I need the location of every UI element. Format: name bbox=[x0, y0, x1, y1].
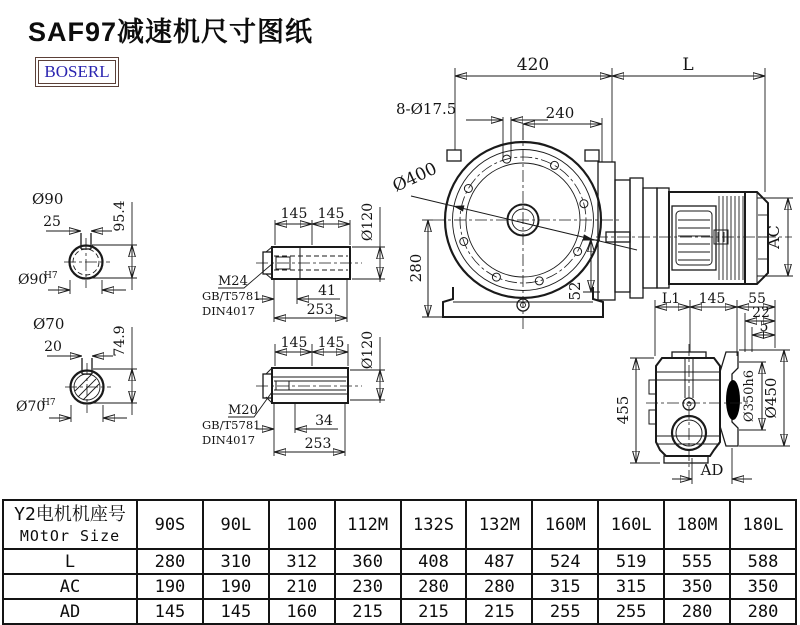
table-row-L bbox=[3, 549, 796, 574]
table-cell: 350 bbox=[730, 574, 796, 599]
std-gbt5781-upper: GB/T5781 bbox=[202, 289, 261, 303]
table-cell: 160 bbox=[269, 599, 335, 624]
table-cell: 280 bbox=[401, 574, 467, 599]
col-160M: 160M bbox=[532, 500, 598, 549]
dim-253-lower: 253 bbox=[304, 436, 332, 452]
table-cell: 588 bbox=[730, 549, 796, 574]
table-header-motor-size bbox=[3, 500, 137, 549]
dim-bore70-fit: H7 bbox=[42, 398, 56, 408]
dim-d120-lower: Ø120 bbox=[360, 330, 376, 370]
row-label-AD: AD bbox=[3, 599, 137, 624]
dim-145-side-label: 145 bbox=[698, 291, 726, 307]
table-cell: 280 bbox=[664, 599, 730, 624]
std-din4017-upper: DIN4017 bbox=[202, 304, 256, 318]
table-row-AD bbox=[3, 599, 796, 624]
dim-240-label: 240 bbox=[545, 104, 575, 122]
table-cell: 555 bbox=[664, 549, 730, 574]
col-90S: 90S bbox=[137, 500, 203, 549]
side-view bbox=[614, 291, 790, 484]
table-cell: 312 bbox=[269, 549, 335, 574]
col-180L: 180L bbox=[730, 500, 796, 549]
dim-boltholes-label: 8-Ø17.5 bbox=[396, 100, 457, 118]
table-cell: 145 bbox=[203, 599, 269, 624]
dim-L1-label: L1 bbox=[661, 291, 681, 307]
hollow-shaft-view-upper bbox=[202, 203, 385, 322]
row-label-AC: AC bbox=[3, 574, 137, 599]
dim-d120-upper: Ø120 bbox=[360, 202, 376, 242]
table-cell: 210 bbox=[269, 574, 335, 599]
table-cell: 310 bbox=[203, 549, 269, 574]
brand-logo: BOSERL bbox=[35, 57, 119, 87]
col-160L: 160L bbox=[598, 500, 664, 549]
dim-d350h6-label: Ø350h6 bbox=[742, 369, 757, 423]
table-cell: 215 bbox=[466, 599, 532, 624]
header-cn: Y2电机机座号 bbox=[14, 503, 126, 525]
dim-5-label: 5 bbox=[759, 319, 769, 335]
col-180M: 180M bbox=[664, 500, 730, 549]
shaft-end-view-top bbox=[18, 190, 137, 294]
table-cell: 255 bbox=[598, 599, 664, 624]
page-title: SAF97减速机尺寸图纸 bbox=[28, 17, 314, 47]
table-cell: 280 bbox=[137, 549, 203, 574]
dim-20-label: 20 bbox=[44, 339, 62, 355]
table-cell: 280 bbox=[730, 599, 796, 624]
header-en: MOtOr Size bbox=[19, 526, 121, 545]
dim-d90-label: Ø90 bbox=[32, 190, 64, 208]
table-cell: 215 bbox=[335, 599, 401, 624]
dim-41-label: 41 bbox=[318, 283, 336, 299]
table-cell: 255 bbox=[532, 599, 598, 624]
table-row-AC bbox=[3, 574, 796, 599]
table-header-row bbox=[3, 500, 796, 549]
table-cell: 487 bbox=[466, 549, 532, 574]
dim-25-label: 25 bbox=[43, 214, 61, 230]
table-cell: 230 bbox=[335, 574, 401, 599]
table-cell: 145 bbox=[137, 599, 203, 624]
dim-d70-label: Ø70 bbox=[33, 315, 65, 333]
table-cell: 215 bbox=[401, 599, 467, 624]
dim-bore70-label: Ø70 bbox=[16, 399, 46, 415]
hollow-shaft-view-lower bbox=[202, 331, 385, 456]
dimension-table bbox=[2, 499, 797, 625]
std-gbt5781-lower: GB/T5781 bbox=[202, 418, 261, 432]
table-cell: 315 bbox=[598, 574, 664, 599]
dim-AC-label: AC bbox=[764, 225, 783, 249]
dim-145a-upper: 145 bbox=[280, 206, 308, 222]
dim-253-upper: 253 bbox=[306, 302, 334, 318]
shaft-end-view-bottom bbox=[16, 315, 137, 422]
motor bbox=[596, 178, 793, 298]
dim-280-label: 280 bbox=[407, 253, 425, 283]
dim-L-label: L bbox=[682, 55, 694, 75]
thread-m20-label: M20 bbox=[228, 403, 258, 418]
dim-34-label: 34 bbox=[315, 413, 333, 429]
dim-145b-upper: 145 bbox=[317, 206, 345, 222]
table-cell: 519 bbox=[598, 549, 664, 574]
table-cell: 190 bbox=[137, 574, 203, 599]
row-label-L: L bbox=[3, 549, 137, 574]
col-100: 100 bbox=[269, 500, 335, 549]
dim-52-label: 52 bbox=[566, 281, 584, 301]
table-cell: 408 bbox=[401, 549, 467, 574]
table-cell: 190 bbox=[203, 574, 269, 599]
dim-145b-lower: 145 bbox=[317, 335, 345, 351]
col-90L: 90L bbox=[203, 500, 269, 549]
table-cell: 280 bbox=[466, 574, 532, 599]
dim-145a-lower: 145 bbox=[280, 335, 308, 351]
table-cell: 524 bbox=[532, 549, 598, 574]
dim-420-label: 420 bbox=[516, 55, 550, 75]
dim-AD-label: AD bbox=[700, 461, 724, 479]
dim-bore90-label: Ø90 bbox=[18, 272, 48, 288]
table-cell: 315 bbox=[532, 574, 598, 599]
table-cell: 360 bbox=[335, 549, 401, 574]
dim-455-label: 455 bbox=[614, 395, 632, 425]
std-din4017-lower: DIN4017 bbox=[202, 433, 256, 447]
dim-bore90-fit: H7 bbox=[44, 271, 58, 281]
dim-d450-label: Ø450 bbox=[762, 377, 780, 419]
dim-d400-label: Ø400 bbox=[389, 158, 441, 197]
dim-22-label: 22 bbox=[752, 305, 770, 321]
col-112M: 112M bbox=[335, 500, 401, 549]
thread-m24-label: M24 bbox=[218, 274, 248, 289]
col-132S: 132S bbox=[401, 500, 467, 549]
dim-55-label: 55 bbox=[748, 291, 766, 307]
dim-95p4-label: 95.4 bbox=[112, 200, 128, 232]
table-cell: 350 bbox=[664, 574, 730, 599]
col-132M: 132M bbox=[466, 500, 532, 549]
dim-74p9-label: 74.9 bbox=[112, 325, 128, 357]
